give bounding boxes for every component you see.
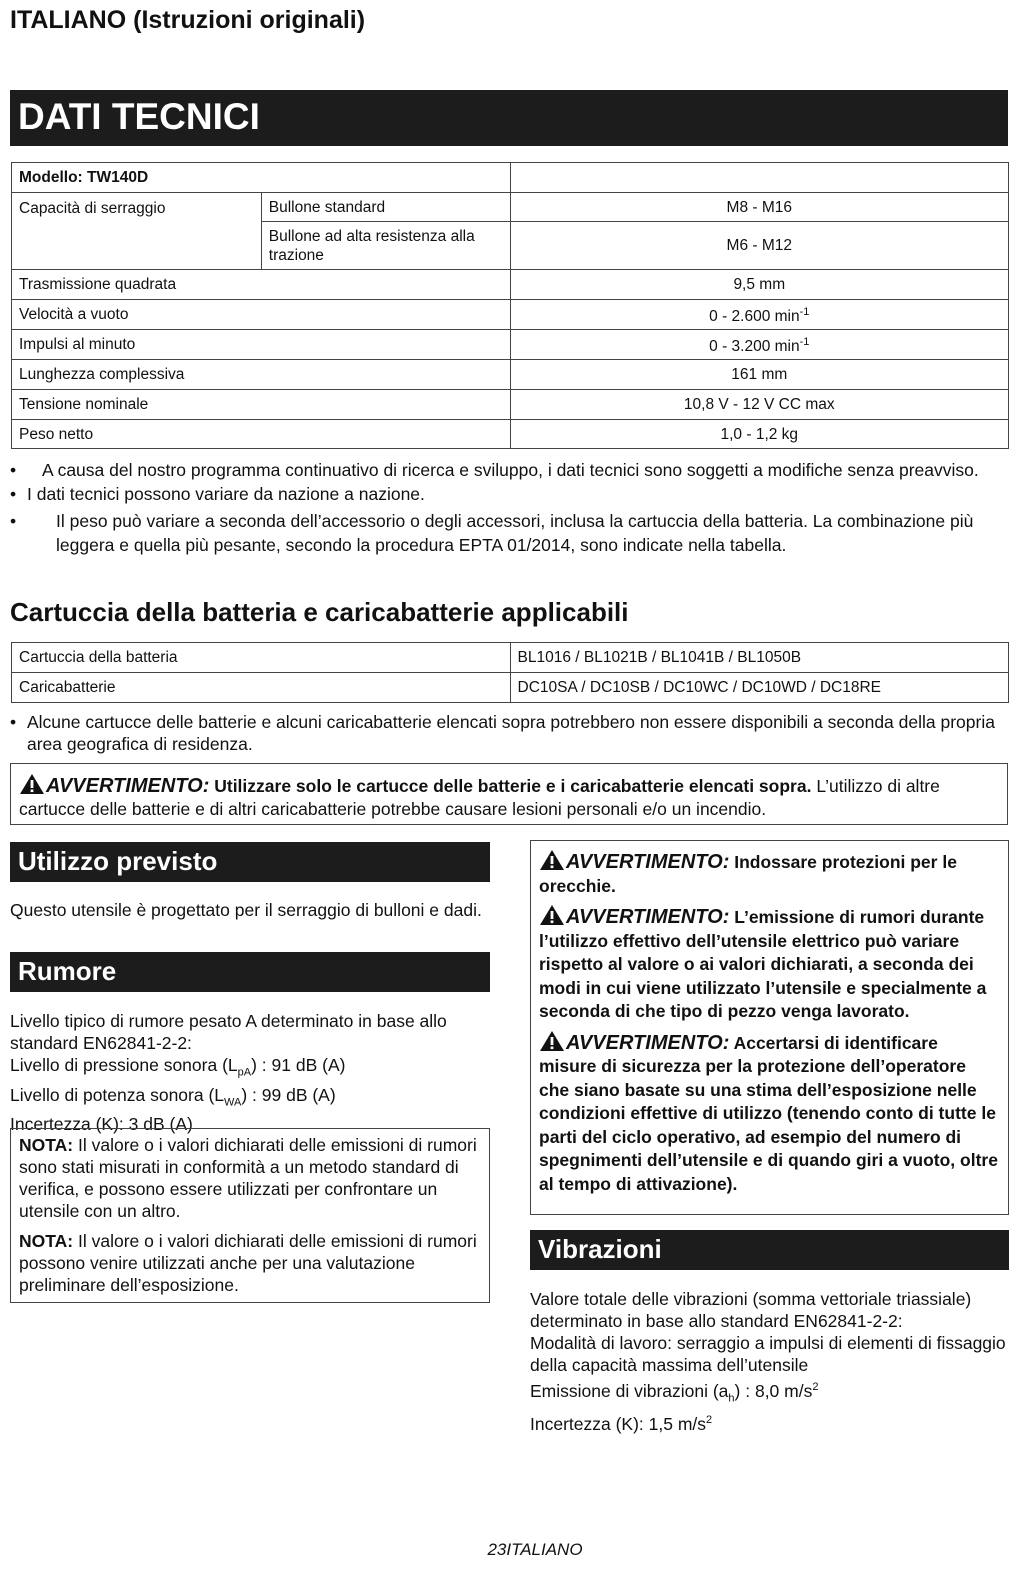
page-number: 23	[487, 1540, 507, 1559]
noise-power-line: Livello di potenza sonora $(L_{WA})$ : 99 dB (A)	[10, 1084, 336, 1108]
spec-value-standard-bolt: M8 - M16	[510, 193, 1008, 222]
warning-triangle-icon	[539, 849, 565, 871]
battery-warning-bold: Utilizzare solo le cartucce delle batterie e i caricabatterie elencati sopra.	[214, 776, 812, 796]
specs-notes	[10, 458, 1000, 557]
noise-notes-box	[10, 1128, 490, 1303]
battery-warning-box	[10, 763, 1008, 825]
battery-warning-text: L’utilizzo di altre cartucce delle batterie e di altri caricabatterie potrebbe causare lesioni personali e/o un incendio.	[19, 776, 940, 819]
spec-sublabel-standard-bolt: Bullone standard	[261, 193, 510, 222]
spec-label-square-drive: Trasmissione quadrata	[12, 270, 511, 300]
warning-triangle-icon	[19, 773, 45, 795]
spec-value-rated-voltage: 10,8 V - 12 V CC max	[510, 390, 1008, 420]
spec-row-capacity-standard	[12, 193, 1009, 222]
noise-pressure-line: Livello di pressione sonora $(L_{pA})$ : 91 dB (A)	[10, 1055, 346, 1079]
specs-title-bar	[10, 90, 1008, 146]
noise-warning-3: AVVERTIMENTO: Accertarsi di identificare misure di sicurezza per la protezione dell’operatore che siano basate su una stima dell’esposizione nelle condizioni effettive di utilizzo (tenendo conto di tutte le parti del ciclo operativo, ad esempio del numero di spegnimenti dell’utensile e di quando giri a vuoto, oltre al tempo di attivazione).	[539, 1031, 998, 1194]
model-value: TW140D	[87, 169, 149, 186]
spec-sublabel-high-tensile-bolt: Bullone ad alta resistenza alla trazione	[261, 222, 510, 270]
spec-row-rated-voltage	[12, 390, 1009, 420]
model-label: Modello:	[19, 169, 83, 186]
battery-note: • Alcune cartucce delle batterie e alcuni caricabatterie elencati sopra potrebbero non essere disponibili a seconda della propria area geografica di residenza.	[10, 712, 995, 754]
vibration-emission-line: Emissione di vibrazioni $(a_h)$ : 8,0 $m/s^2$	[530, 1380, 819, 1405]
noise-uncertainty: Incertezza (K): 3 dB (A)	[10, 1114, 193, 1134]
spec-label-impacts: Impulsi al minuto	[12, 330, 511, 360]
specs-note: • A causa del nostro programma continuativo di ricerca e sviluppo, i dati tecnici sono soggetti a modifiche senza preavviso.	[10, 460, 979, 480]
battery-value-charger: DC10SA / DC10SB / DC10WC / DC10WD / DC18RE	[510, 673, 1008, 703]
spec-row-no-load-speed	[12, 300, 1009, 330]
noise-intro: Livello tipico di rumore pesato A determinato in base allo standard EN62841-2-2:	[10, 1011, 447, 1053]
spec-row-model	[12, 163, 1009, 193]
spec-label-overall-length: Lunghezza complessiva	[12, 360, 511, 390]
warning-triangle-icon	[539, 1030, 565, 1052]
spec-row-overall-length	[12, 360, 1009, 390]
spec-value-square-drive: 9,5 mm	[510, 270, 1008, 300]
battery-row-charger	[12, 673, 1009, 703]
battery-row-cartridge	[12, 643, 1009, 673]
vibration-title-bar	[530, 1230, 1009, 1270]
noise-values	[10, 1010, 488, 1135]
footer-language: ITALIANO	[506, 1540, 583, 1559]
vibration-mode: Modalità di lavoro: serraggio a impulsi di elementi di fissaggio della capacità massima dell’utensile	[530, 1333, 1006, 1375]
specs-note: • I dati tecnici possono variare da nazione a nazione.	[10, 484, 425, 504]
spec-row-square-drive	[12, 270, 1009, 300]
spec-row-impacts	[12, 330, 1009, 360]
vibration-intro: Valore totale delle vibrazioni (somma vettoriale triassiale) determinato in base allo standard EN62841-2-2:	[530, 1289, 972, 1331]
noise-warning-2: AVVERTIMENTO: L’emissione di rumori durante l’utilizzo effettivo dell’utensile elettrico può variare rispetto al valore o ai valori dichiarati, a seconda dei modi in cui viene utilizzato l’utensile e specialmente a seconda di che tipo di pezzo venga lavorato.	[539, 906, 987, 1021]
noise-title-bar	[10, 952, 490, 992]
battery-label-cartridge: Cartuccia della batteria	[12, 643, 511, 673]
spec-value-high-tensile-bolt: M6 - M12	[510, 222, 1008, 270]
warning-triangle-icon	[539, 904, 565, 926]
noise-title: Rumore	[18, 956, 117, 986]
noise-warning-1: AVVERTIMENTO: Indossare protezioni per le orecchie.	[539, 851, 957, 896]
intended-use-title-bar	[10, 842, 490, 882]
intended-use-title: Utilizzo previsto	[18, 846, 218, 876]
battery-label-charger: Caricabatterie	[12, 673, 511, 703]
noise-note-1: NOTA: Il valore o i valori dichiarati delle emissioni di rumori sono stati misurati in conformità a un metodo standard di verifica, e possono essere utilizzati per confrontare un utensile con un altro.	[19, 1135, 477, 1221]
spec-sup-impacts: -1	[799, 336, 810, 349]
vibration-title: Vibrazioni	[538, 1234, 662, 1264]
vibration-uncertainty-line: Incertezza (K): 1,5 $m/s^2$	[530, 1414, 713, 1435]
spec-label-no-load-speed: Velocità a vuoto	[12, 300, 511, 330]
specs-note: • Il peso può variare a seconda dell’accessorio o degli accessori, inclusa la cartuccia della batteria. La combinazione più leggera e quella più pesante, secondo la procedura EPTA 01/2014, sono indicate nella tabella.	[10, 511, 974, 555]
spec-value-net-weight: 1,0 - 1,2 kg	[510, 420, 1008, 449]
page-footer	[0, 1540, 1029, 1560]
spec-value-impacts: 0 - 3.200 min	[709, 338, 800, 356]
spec-label-capacity: Capacità di serraggio	[12, 193, 262, 270]
spec-label-rated-voltage: Tensione nominale	[12, 390, 511, 420]
spec-value-no-load-speed: 0 - 2.600 min	[709, 308, 800, 326]
battery-table	[11, 642, 1009, 703]
noise-note-2: NOTA: Il valore o i valori dichiarati delle emissioni di rumori possono venire utilizzati anche per una valutazione preliminare dell’esposizione.	[19, 1231, 477, 1295]
vibration-values	[530, 1288, 1008, 1435]
battery-section-title: Cartuccia della batteria e caricabatterie applicabili	[10, 597, 629, 627]
battery-warning-title: AVVERTIMENTO:	[46, 775, 210, 797]
battery-notes	[10, 711, 1000, 755]
spec-row-net-weight	[12, 420, 1009, 449]
document-language-header: ITALIANO (Istruzioni originali)	[10, 6, 366, 34]
spec-label-net-weight: Peso netto	[12, 420, 511, 449]
spec-sup-no-load-speed: -1	[799, 306, 810, 318]
noise-warnings-box	[530, 840, 1009, 1215]
intended-use-text: Questo utensile è progettato per il serraggio di bulloni e dadi.	[10, 900, 482, 920]
spec-value-overall-length: 161 mm	[510, 360, 1008, 390]
battery-value-cartridge: BL1016 / BL1021B / BL1041B / BL1050B	[510, 643, 1008, 673]
specs-table	[11, 162, 1009, 449]
specs-title: DATI TECNICI	[18, 96, 260, 137]
